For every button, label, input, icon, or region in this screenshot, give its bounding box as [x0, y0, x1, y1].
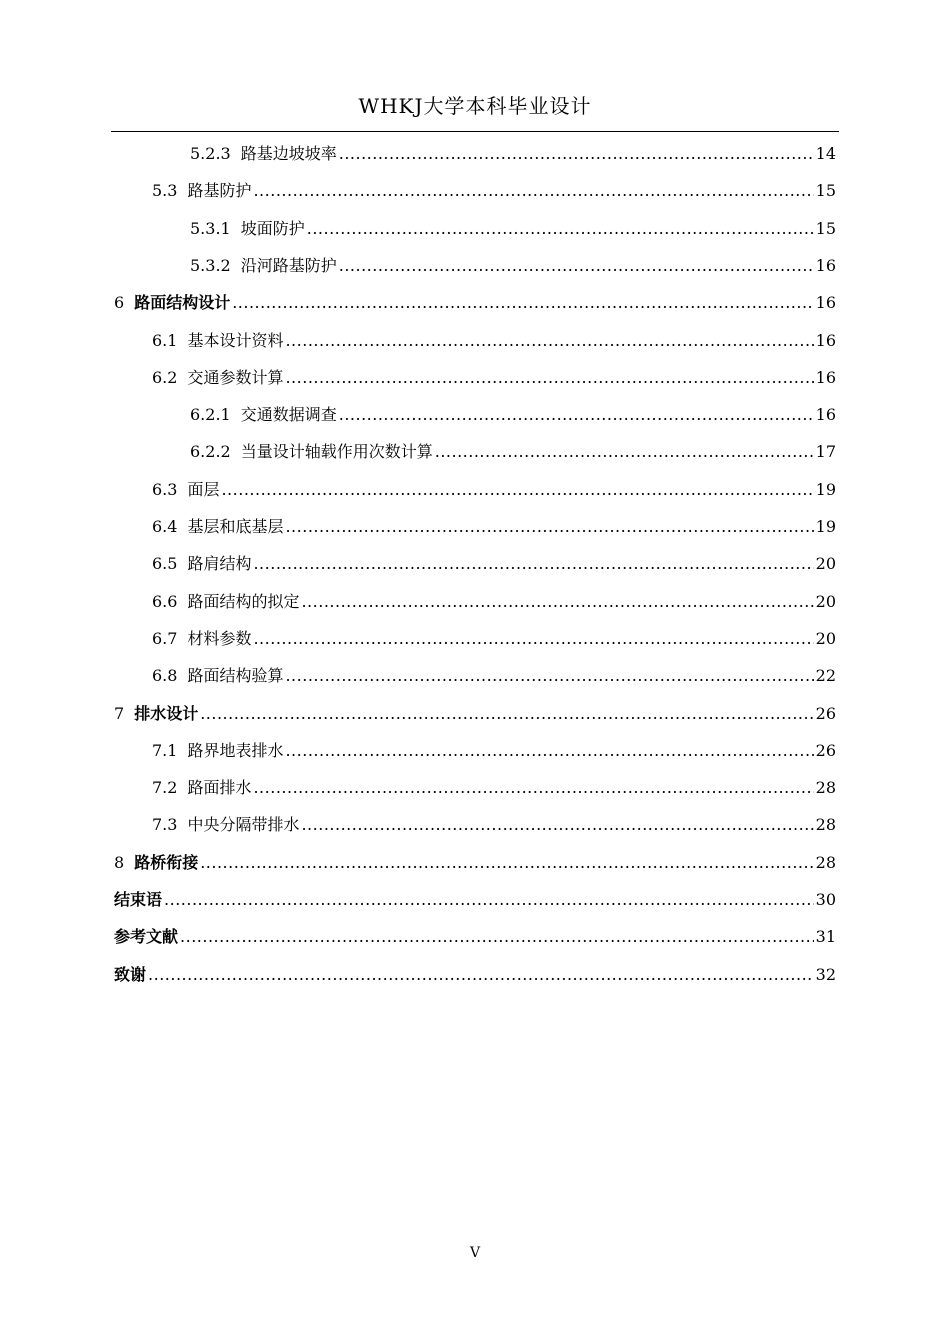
toc-entry[interactable] — [114, 701, 836, 727]
toc-dot-leader — [301, 812, 813, 838]
toc-entry-title: 交通数据调查 — [240, 405, 337, 425]
toc-entry-title: 路面结构验算 — [187, 666, 284, 686]
toc-entry[interactable] — [114, 850, 836, 876]
toc-entry-page: 16 — [815, 293, 836, 313]
toc-entry-number: 6.2.2 — [190, 442, 231, 462]
toc-entry-page: 14 — [815, 144, 836, 163]
toc-entry-title: 路面结构设计 — [134, 293, 231, 313]
toc-entry-page: 20 — [815, 554, 836, 574]
toc-entry-page: 17 — [815, 442, 836, 462]
toc-entry-page: 15 — [815, 181, 836, 201]
toc-entry[interactable] — [114, 290, 836, 316]
toc-dot-leader — [285, 738, 813, 764]
toc-entry-number: 6.3 — [152, 479, 178, 499]
toc-entry-number: 7.3 — [152, 815, 178, 835]
toc-entry-title: 参考文献 — [114, 927, 179, 947]
toc-entry-number: 6.2 — [152, 367, 178, 387]
toc-dot-leader — [285, 514, 813, 540]
toc-entry-number: 7.2 — [152, 778, 178, 798]
toc-entry-title: 路基边坡坡率 — [240, 144, 337, 163]
toc-dot-leader — [285, 663, 813, 689]
toc-entry-title: 中央分隔带排水 — [187, 815, 300, 835]
toc-entry[interactable] — [152, 775, 836, 801]
toc-entry[interactable] — [152, 328, 836, 354]
toc-entry-page: 22 — [815, 666, 836, 686]
toc-entry-page: 16 — [815, 330, 836, 350]
toc-entry-page: 30 — [815, 890, 836, 909]
toc-entry-number: 6.8 — [152, 666, 178, 686]
toc-entry-title: 材料参数 — [187, 628, 252, 648]
toc-entry[interactable] — [152, 738, 836, 764]
toc-entry-page: 28 — [815, 778, 836, 798]
toc-entry-page: 31 — [815, 927, 836, 947]
toc-entry-title: 路基防护 — [187, 181, 252, 201]
toc-entry-page: 26 — [815, 703, 836, 723]
toc-entry[interactable] — [152, 589, 836, 615]
toc-dot-leader — [200, 850, 813, 876]
toc-entry[interactable] — [114, 887, 836, 913]
toc-entry-number: 5.3.1 — [190, 218, 231, 238]
toc-entry[interactable] — [190, 253, 836, 279]
toc-dot-leader — [285, 328, 813, 354]
toc-dot-leader — [164, 887, 814, 913]
toc-dot-leader — [200, 701, 813, 727]
toc-entry-number: 6.4 — [152, 517, 178, 536]
toc-dot-leader — [253, 775, 813, 801]
toc-entry[interactable] — [190, 439, 836, 465]
toc-entry-number: 6.1 — [152, 330, 178, 350]
toc-entry-number: 6.7 — [152, 628, 178, 648]
toc-entry-title: 路桥衔接 — [134, 852, 199, 872]
toc-entry-number: 7 — [114, 703, 125, 723]
toc-entry-title: 基本设计资料 — [187, 330, 284, 350]
toc-entry[interactable] — [152, 551, 836, 577]
toc-entry-number: 6.2.1 — [190, 405, 231, 425]
toc-entry[interactable] — [152, 663, 836, 689]
toc-entry-number: 6.6 — [152, 591, 178, 611]
toc-dot-leader — [435, 439, 814, 465]
toc-entry-title: 路肩结构 — [187, 554, 252, 574]
toc-entry-number: 7.1 — [152, 740, 178, 760]
toc-entry[interactable] — [152, 812, 836, 838]
toc-entry-page: 28 — [815, 815, 836, 835]
toc-entry-title: 路界地表排水 — [187, 740, 284, 760]
toc-entry-page: 19 — [815, 479, 836, 499]
toc-entry[interactable] — [152, 365, 836, 391]
toc-entry-page: 28 — [815, 852, 836, 872]
toc-entry[interactable] — [152, 477, 836, 503]
toc-entry-title: 致谢 — [114, 964, 147, 984]
toc-entry-title: 路面结构的拟定 — [187, 591, 300, 611]
toc-entry[interactable] — [152, 178, 836, 204]
toc-entry-number: 5.3.2 — [190, 255, 231, 275]
toc-entry-page: 32 — [815, 964, 836, 984]
toc-dot-leader — [232, 290, 813, 316]
page-header-title: WHKJ大学本科毕业设计 — [358, 94, 592, 118]
toc-entry-page: 16 — [815, 367, 836, 387]
toc-entry-title: 当量设计轴载作用次数计算 — [240, 442, 433, 462]
toc-entry-title: 坡面防护 — [240, 218, 305, 238]
toc-entry-page: 20 — [815, 591, 836, 611]
toc-entry[interactable] — [190, 141, 836, 167]
toc-entry-title: 结束语 — [114, 890, 163, 909]
toc-entry-page: 20 — [815, 628, 836, 648]
page-number: V — [469, 1245, 481, 1261]
toc-entry-number: 6 — [114, 293, 125, 313]
toc-dot-leader — [301, 589, 813, 615]
toc-dot-leader — [339, 141, 814, 167]
toc-dot-leader — [180, 924, 814, 950]
toc-entry-title: 沿河路基防护 — [240, 255, 337, 275]
toc-entry-number: 8 — [114, 852, 125, 872]
toc-dot-leader — [253, 178, 813, 204]
toc-dot-leader — [339, 253, 814, 279]
toc-entry-title: 排水设计 — [134, 703, 199, 723]
toc-dot-leader — [253, 626, 813, 652]
toc-entry-title: 面层 — [187, 479, 220, 499]
toc-entry-page: 26 — [815, 740, 836, 760]
toc-entry[interactable] — [152, 626, 836, 652]
toc-entry[interactable] — [152, 514, 836, 540]
toc-entry-page: 16 — [815, 405, 836, 425]
toc-entry[interactable] — [114, 962, 836, 988]
toc-dot-leader — [285, 365, 813, 391]
toc-entry-page: 19 — [815, 517, 836, 536]
toc-entry[interactable] — [190, 216, 836, 242]
toc-dot-leader — [307, 216, 814, 242]
toc-entry[interactable] — [114, 924, 836, 950]
toc-entry-number: 5.3 — [152, 181, 178, 201]
toc-dot-leader — [339, 402, 814, 428]
toc-entry-page: 15 — [815, 218, 836, 238]
toc-entry[interactable] — [190, 402, 836, 428]
toc-entry-number: 5.2.3 — [190, 144, 231, 163]
toc-entry-title: 路面排水 — [187, 778, 252, 798]
toc-entry-title: 交通参数计算 — [187, 367, 284, 387]
toc-entry-number: 6.5 — [152, 554, 178, 574]
toc-dot-leader — [253, 551, 813, 577]
toc-dot-leader — [221, 477, 813, 503]
toc-entry-page: 16 — [815, 255, 836, 275]
toc-entry-title: 基层和底基层 — [187, 517, 284, 536]
toc-dot-leader — [148, 962, 814, 988]
